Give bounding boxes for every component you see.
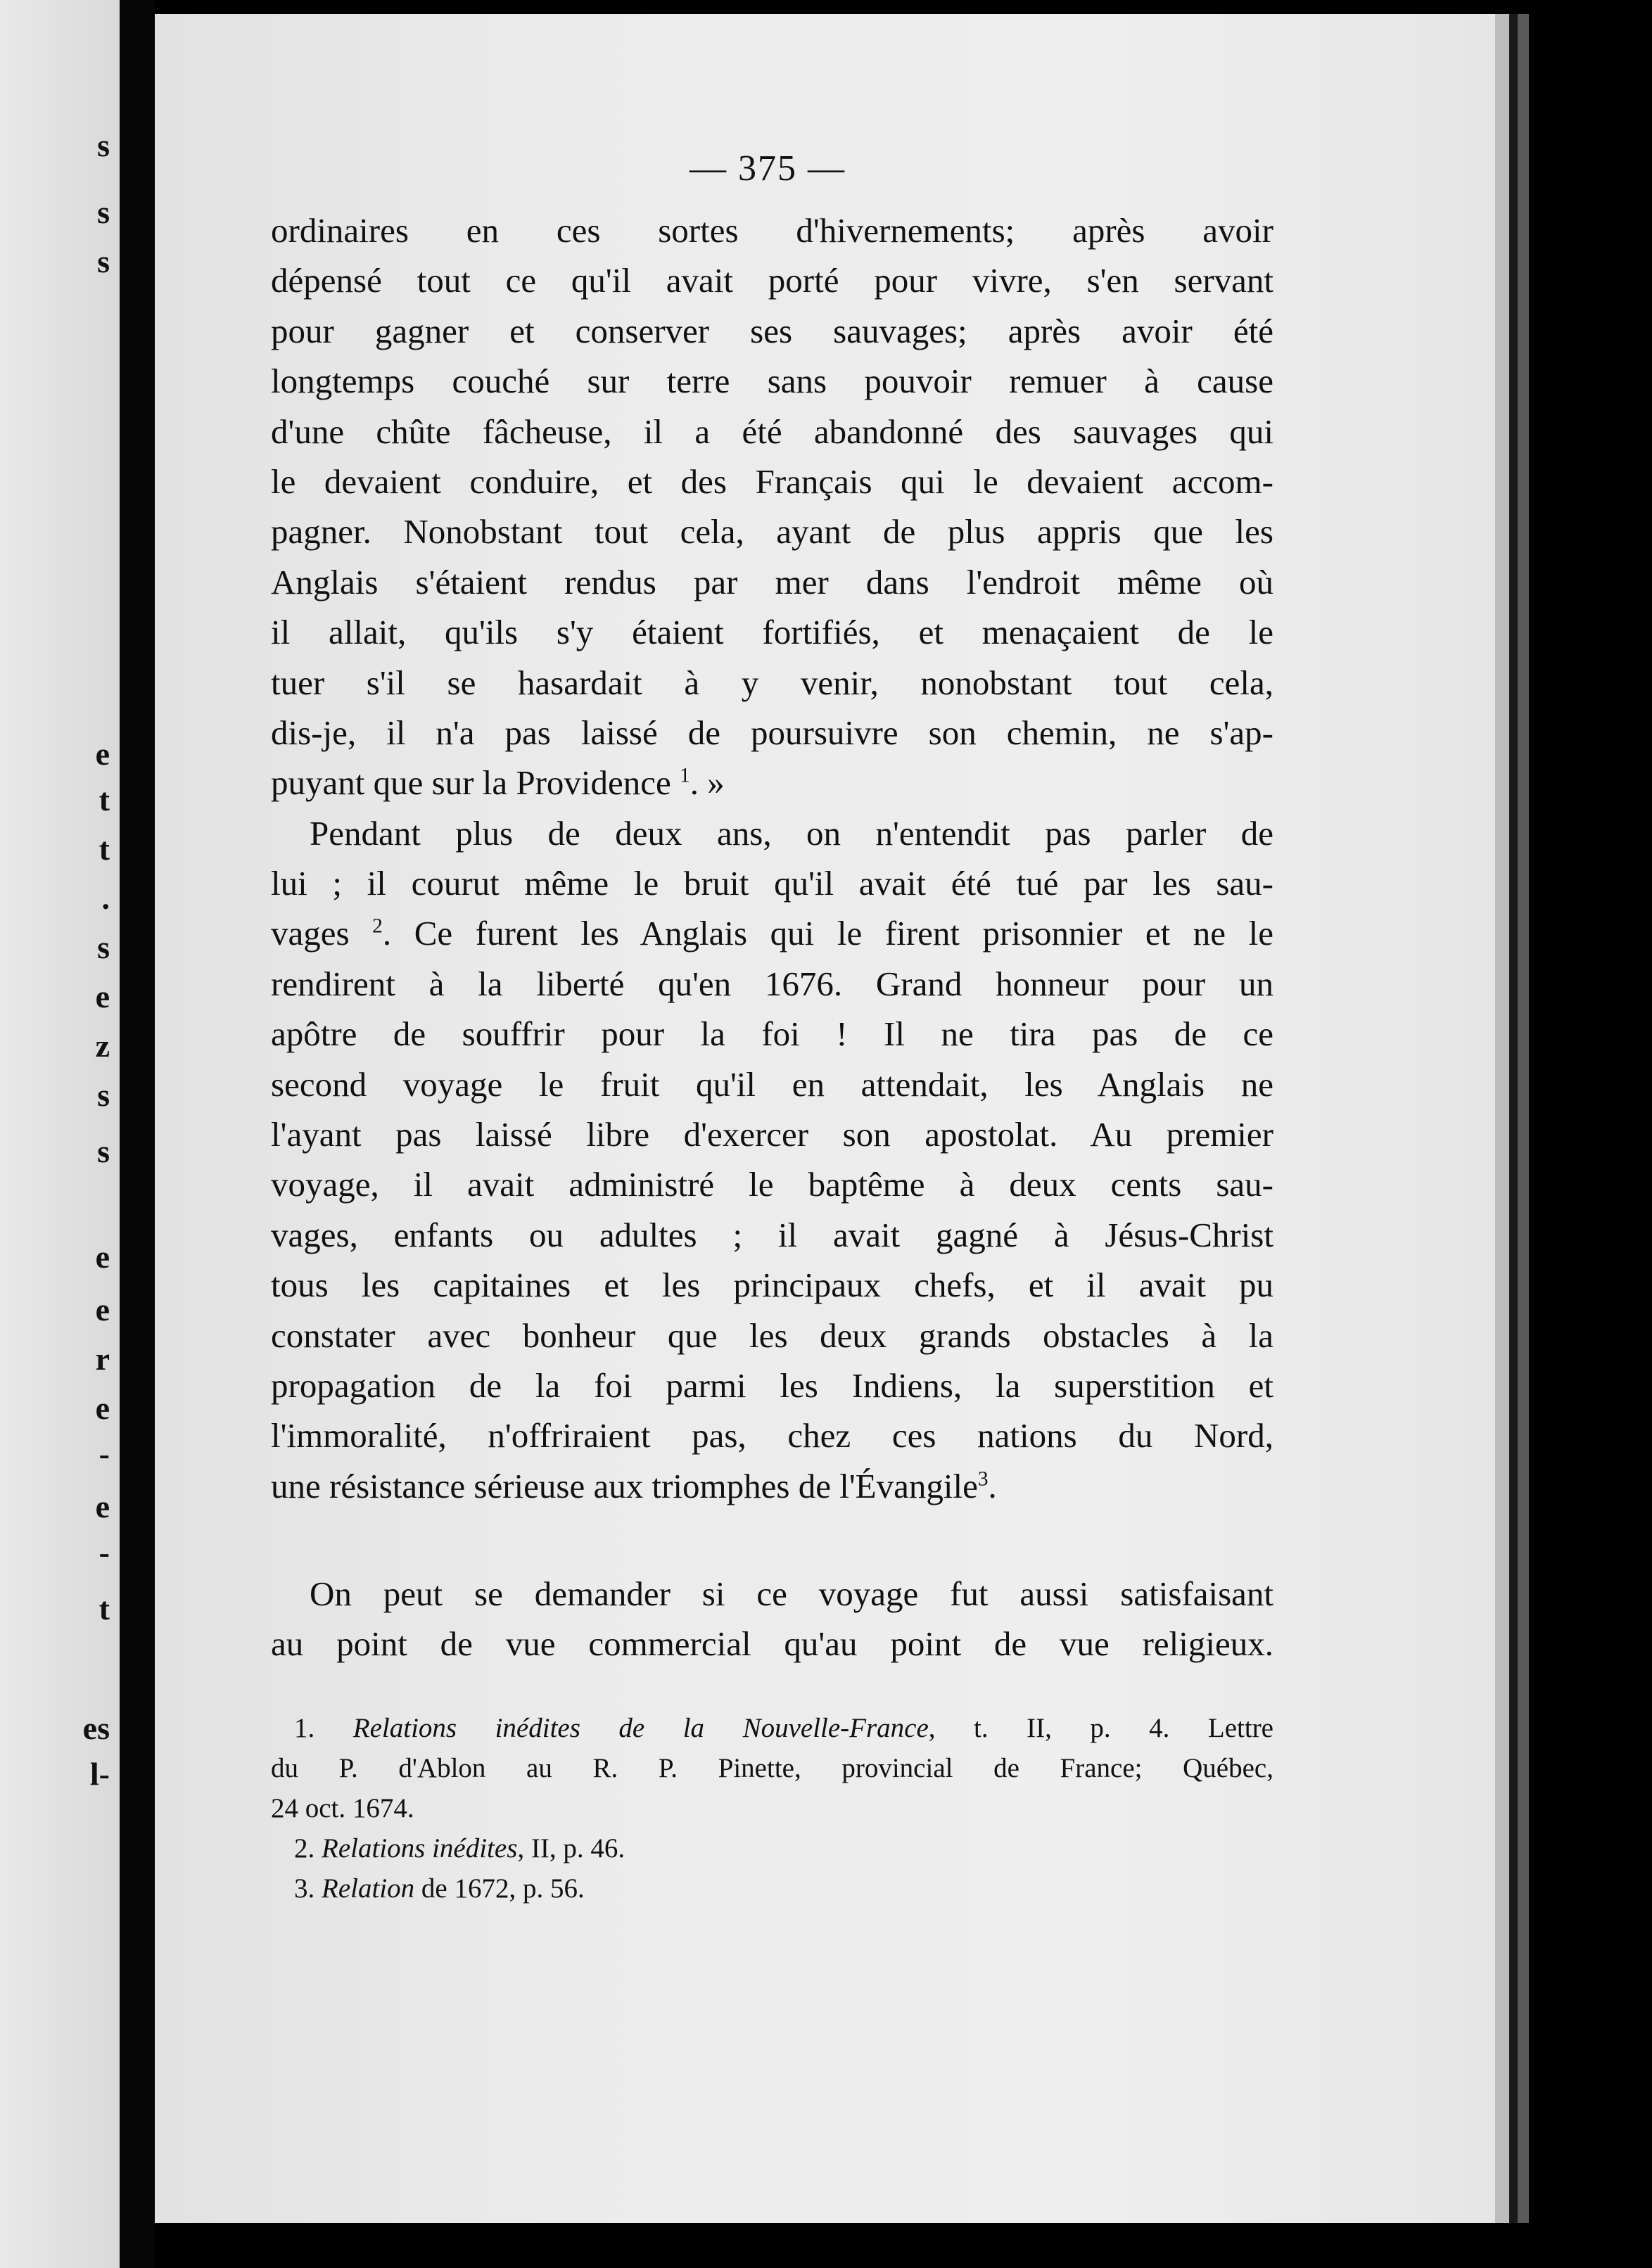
left-page-fragment: - xyxy=(99,1436,110,1472)
left-page-fragment: t xyxy=(99,782,110,817)
left-page-fragment: s xyxy=(97,1077,110,1113)
text-line: l'ayant pas laissé libre d'exercer son apostolat. Au premier xyxy=(271,1115,1273,1154)
footnote-title: Relations inédites de la Nouvelle-France xyxy=(352,1713,929,1743)
text-line: pagner. Nonobstant tout cela, ayant de plus appris que les xyxy=(271,512,1273,552)
text-line: dépensé tout ce qu'il avait porté pour vivre, s'en servant xyxy=(271,261,1273,300)
page-edge-shadow xyxy=(1509,14,1518,2223)
footnote-2 xyxy=(271,1828,1273,1868)
third-paragraph xyxy=(271,1569,1273,1669)
left-page-fragment: e xyxy=(95,979,110,1014)
text-line xyxy=(271,1461,1273,1511)
text-run: . Ce furent les Anglais qui le firent prisonnier et ne le xyxy=(382,914,1273,953)
book-gutter xyxy=(120,0,155,2268)
footnote-ref: 3 xyxy=(977,1467,989,1491)
footnote-title: Relation xyxy=(322,1873,415,1904)
text-line: pour gagner et conserver ses sauvages; après avoir été xyxy=(271,311,1273,350)
text-line: Pendant plus de deux ans, on n'entendit pas parler de xyxy=(310,813,1273,853)
footnote-1 xyxy=(271,1708,1273,1748)
footnote-number: 1. xyxy=(294,1713,315,1743)
text-line: d'une chûte fâcheuse, il a été abandonné des sauvages qui xyxy=(271,412,1273,451)
footnote-ref: 1 xyxy=(680,764,690,787)
page-edge xyxy=(1495,14,1509,2223)
footnote-text: , t. II, p. 4. Lettre xyxy=(928,1713,1273,1743)
left-page-fragment: e xyxy=(95,736,110,772)
text-run: . » xyxy=(690,763,725,803)
left-page-fragment: s xyxy=(97,127,110,163)
left-page-fragment: - xyxy=(99,1534,110,1570)
left-page-fragment: t xyxy=(99,1591,110,1626)
text-line: l'immoralité, n'offriraient pas, chez ces nations du Nord, xyxy=(271,1416,1273,1455)
text-line: ordinaires en ces sortes d'hivernements; après avoir xyxy=(271,211,1273,250)
text-run: une résistance sérieuse aux triomphes de l'Évangile xyxy=(271,1466,978,1505)
footnote-text: de 1672, p. 56. xyxy=(414,1873,585,1904)
footnote-ref: 2 xyxy=(372,915,383,938)
left-page-fragment: s xyxy=(97,1133,110,1169)
left-page-fragment: es xyxy=(82,1710,110,1746)
left-page-fragment: s xyxy=(97,243,110,279)
text-line: longtemps couché sur terre sans pouvoir remuer à cause xyxy=(271,362,1273,401)
left-facing-page xyxy=(0,0,120,2268)
footnote-text: , II, p. 46. xyxy=(517,1833,625,1864)
footnote-title: Relations inédites xyxy=(322,1833,518,1864)
text-line: dis-je, il n'a pas laissé de poursuivre son chemin, ne s'ap- xyxy=(271,713,1273,752)
text-line: il allait, qu'ils s'y étaient fortifiés, et menaçaient de le xyxy=(271,613,1273,652)
text-line: rendirent à la liberté qu'en 1676. Grand honneur pour un xyxy=(271,964,1273,1003)
text-run: puyant que sur la Providence xyxy=(271,763,671,803)
text-line: apôtre de souffrir pour la foi ! Il ne tira pas de ce xyxy=(271,1014,1273,1054)
text-line: lui ; il courut même le bruit qu'il avait été tué par les sau- xyxy=(271,864,1273,903)
left-page-fragment: e xyxy=(95,1239,110,1275)
text-line: second voyage le fruit qu'il en attendait, les Anglais ne xyxy=(271,1064,1273,1104)
text-line: le devaient conduire, et des Français qui le devaient accom- xyxy=(271,461,1273,501)
text-line xyxy=(271,758,1273,808)
left-page-fragment: s xyxy=(97,929,110,965)
left-page-fragment: . xyxy=(101,880,110,916)
text-line: Anglais s'étaient rendus par mer dans l'endroit même où xyxy=(271,562,1273,601)
text-line xyxy=(271,908,1273,958)
footnote-number: 2. xyxy=(294,1833,315,1864)
left-page-fragment: e xyxy=(95,1292,110,1327)
text-line: constater avec bonheur que les deux grands obstacles à la xyxy=(271,1315,1273,1355)
page-edge-stack xyxy=(1518,14,1529,2223)
page-number: — 375 — xyxy=(690,148,846,189)
footnote-1-line: 24 oct. 1674. xyxy=(271,1793,414,1823)
text-line: propagation de la foi parmi les Indiens, la superstition et xyxy=(271,1365,1273,1405)
text-line: au point de vue commercial qu'au point de vue religieux. xyxy=(271,1624,1273,1664)
text-run: . xyxy=(988,1466,997,1505)
text-run: vages xyxy=(271,914,373,953)
text-line: tous les capitaines et les principaux chefs, et il avait pu xyxy=(271,1266,1273,1305)
footnote-1-line: du P. d'Ablon au R. P. Pinette, provincial de France; Québec, xyxy=(271,1753,1273,1783)
text-line: voyage, il avait administré le baptême à deux cents sau- xyxy=(271,1165,1273,1204)
footnote-number: 3. xyxy=(294,1873,315,1904)
text-line: tuer s'il se hasardait à y venir, nonobstant tout cela, xyxy=(271,663,1273,702)
left-page-fragment: s xyxy=(97,194,110,230)
left-page-fragment: r xyxy=(95,1341,110,1377)
main-paragraph xyxy=(271,205,1273,1511)
text-line: On peut se demander si ce voyage fut aussi satisfaisant xyxy=(310,1574,1273,1613)
footnote-3 xyxy=(271,1868,1273,1909)
text-line: vages, enfants ou adultes ; il avait gagné à Jésus-Christ xyxy=(271,1215,1273,1254)
left-page-fragment: l- xyxy=(89,1756,110,1792)
left-page-fragment: e xyxy=(95,1390,110,1426)
left-page-fragment: t xyxy=(99,831,110,867)
footnotes xyxy=(271,1708,1273,1909)
left-page-fragment: e xyxy=(95,1489,110,1524)
left-page-fragment: z xyxy=(95,1028,110,1064)
